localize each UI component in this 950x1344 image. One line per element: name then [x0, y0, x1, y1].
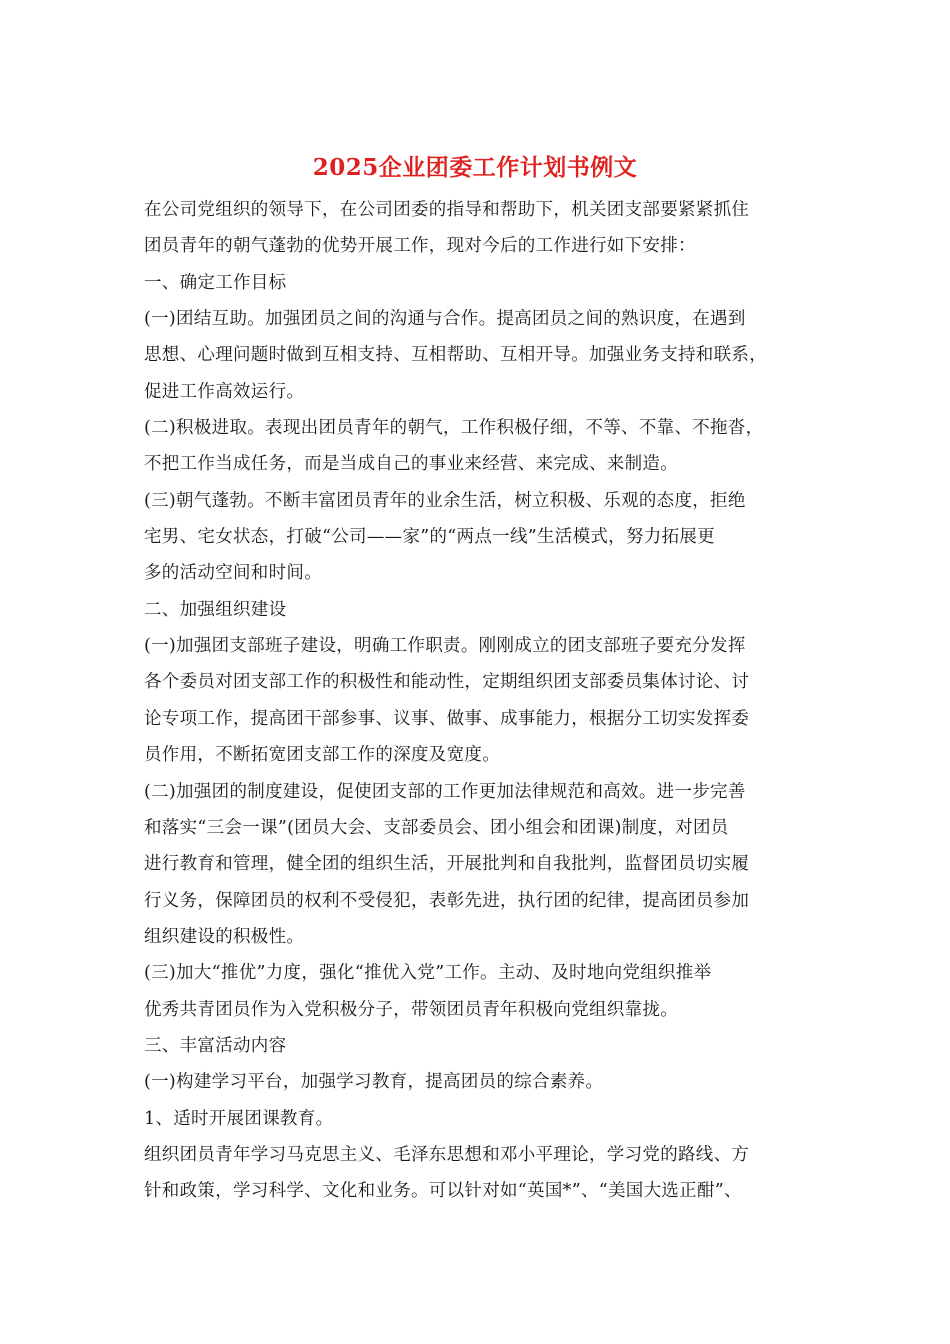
body-line: 针和政策，学习科学、文化和业务。可以针对如“英国*”、“美国大选正酣”、 [144, 1181, 742, 1202]
body-line: (二)加强团的制度建设，促使团支部的工作更加法律规范和高效。进一步完善 [144, 781, 746, 802]
body-line: 不把工作当成任务，而是当成自己的事业来经营、来完成、来制造。 [144, 454, 678, 475]
body-line: 论专项工作，提高团干部参事、议事、做事、成事能力，根据分工切实发挥委 [144, 708, 750, 729]
body-line: (一)加强团支部班子建设，明确工作职责。刚刚成立的团支部班子要充分发挥 [144, 636, 746, 657]
body-line: 组织团员青年学习马克思主义、毛泽东思想和邓小平理论，学习党的路线、方 [144, 1144, 750, 1165]
body-line: 进行教育和管理，健全团的组织生活，开展批判和自我批判，监督团员切实履 [144, 854, 750, 875]
body-line: (一)构建学习平台，加强学习教育，提高团员的综合素养。 [144, 1072, 604, 1093]
body-line: 组织建设的积极性。 [144, 926, 305, 947]
section-heading: 三、丰富活动内容 [144, 1035, 287, 1056]
body-line: (三)加大“推优”力度，强化“推优入党”工作。主动、及时地向党组织推举 [144, 963, 712, 984]
body-line: 优秀共青团员作为入党积极分子，带领团员青年积极向党组织靠拢。 [144, 999, 678, 1020]
body-line: 各个委员对团支部工作的积极性和能动性，定期组织团支部委员集体讨论、讨 [144, 672, 750, 693]
body-line: (二)积极进取。表现出团员青年的朝气，工作积极仔细，不等、不靠、不拖沓， [144, 418, 764, 439]
body-line: 在公司党组织的领导下，在公司团委的指导和帮助下，机关团支部要紧紧抓住 [144, 200, 750, 220]
body-line: (一)团结互助。加强团员之间的沟通与合作。提高团员之间的熟识度，在遇到 [144, 309, 746, 330]
body-line: 团员青年的朝气蓬勃的优势开展工作，现对今后的工作进行如下安排： [144, 236, 696, 257]
body-line: 宅男、宅女状态，打破“公司——家”的“两点一线”生活模式，努力拓展更 [144, 527, 715, 548]
section-heading: 一、确定工作目标 [144, 272, 287, 293]
body-line: 员作用，不断拓宽团支部工作的深度及宽度。 [144, 745, 500, 766]
body-line: (三)朝气蓬勃。不断丰富团员青年的业余生活，树立积极、乐观的态度，拒绝 [144, 490, 746, 511]
section-heading: 二、加强组织建设 [144, 599, 287, 620]
body-line: 思想、心理问题时做到互相支持、互相帮助、互相开导。加强业务支持和联系， [144, 345, 767, 366]
body-line: 行义务，保障团员的权利不受侵犯，表彰先进，执行团的纪律，提高团员参加 [144, 890, 750, 911]
body-line: 1、适时开展团课教育。 [144, 1108, 334, 1129]
body-line: 和落实“三会一课”(团员大会、支部委员会、团小组会和团课)制度，对团员 [144, 817, 729, 838]
document-title: 2025企业团委工作计划书例文 [312, 154, 638, 181]
body-line: 多的活动空间和时间。 [144, 563, 322, 584]
document-body [144, 192, 808, 1210]
body-line: 促进工作高效运行。 [144, 381, 305, 402]
